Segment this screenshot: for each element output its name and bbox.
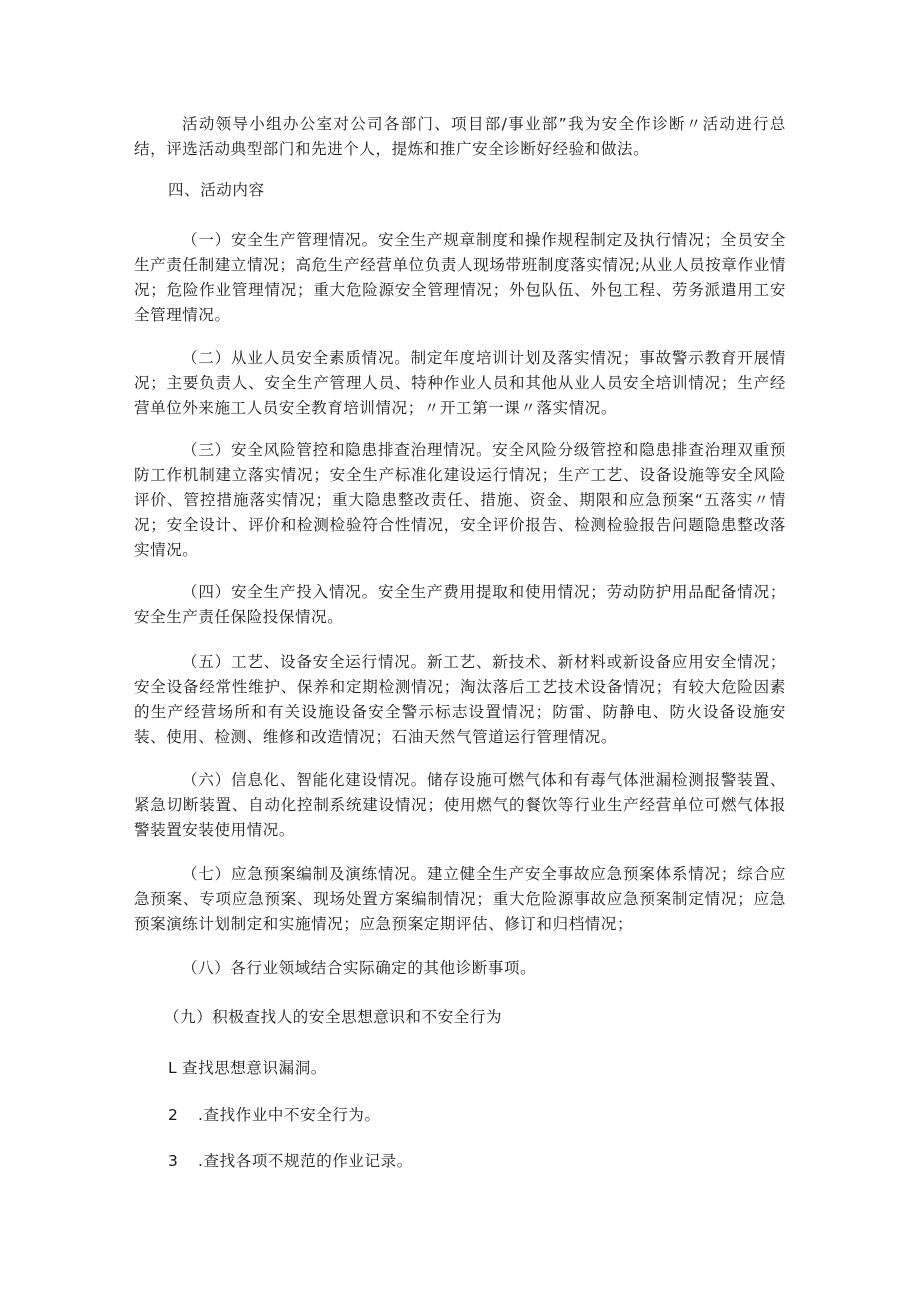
item-4: （四）安全生产投入情况。安全生产费用提取和使用情况；劳动防护用品配备情况；安全生产责任保险投保情况。: [134, 583, 786, 626]
section-heading: 四、活动内容: [168, 181, 265, 199]
sub-item-text: .查找各项不规范的作业记录。: [198, 1152, 413, 1170]
item-8: （八）各行业领域结合实际确定的其他诊断事项。: [182, 959, 537, 977]
item-1: （一）安全生产管理情况。安全生产规章制度和操作规程制定及执行情况；全员安全生产责任制建立情况；高危生产经营单位负责人现场带班制度落实情况;从业人员按章作业情况；危险作业管理情况；重大危险源安全管理情况；外包队伍、外包工程、劳务派遣用工安全管理情况。: [134, 231, 786, 324]
item-9: （九）积极查找人的安全思想意识和不安全行为: [164, 1008, 503, 1026]
item-2: （二）从业人员安全素质情况。制定年度培训计划及落实情况；事故警示教育开展情况；主要负责人、安全生产管理人员、特种作业人员和其他从业人员安全培训情况；生产经营单位外来施工人员安全教育培训情况；〃开工第一课〃落实情况。: [134, 349, 786, 417]
sub-item-number: 2: [168, 1106, 179, 1124]
sub-item-text: .查找作业中不安全行为。: [198, 1106, 381, 1124]
sub-item-3: [168, 1149, 413, 1174]
item-7: （七）应急预案编制及演练情况。建立健全生产安全事故应急预案体系情况；综合应急预案、专项应急预案、现场处置方案编制情况；重大危险源事故应急预案制定情况；应急预案演练计划制定和实施情况；应急预案定期评估、修订和归档情况；: [134, 865, 786, 933]
sub-item-number: 3: [168, 1152, 179, 1170]
intro-paragraph: 活动领导小组办公室对公司各部门、项目部/事业部”我为安全作诊断〃活动进行总结，评选活动典型部门和先进个人，提炼和推广安全诊断好经验和做法。: [134, 115, 786, 158]
sub-item-2: [168, 1103, 381, 1128]
sub-item-1: [168, 1056, 327, 1081]
item-3: （三）安全风险管控和隐患排查治理情况。安全风险分级管控和隐患排查治理双重预防工作机制建立落实情况；安全生产标准化建设运行情况；生产工艺、设备设施等安全风险评价、管控措施落实情况；重大隐患整改责任、措施、资金、期限和应急预案“五落实〃情况；安全设计、评价和检测检验符合性情况，安全评价报告、检测检验报告问题隐患整改落实情况。: [134, 441, 786, 559]
sub-item-text: 查找思想意识漏洞。: [182, 1059, 327, 1077]
sub-item-number: L: [168, 1059, 178, 1077]
item-6: （六）信息化、智能化建设情况。储存设施可燃气体和有毒气体泄漏检测报警装置、紧急切断装置、自动化控制系统建设情况；使用燃气的餐饮等行业生产经营单位可燃气体报警装置安装使用情况。: [134, 771, 786, 839]
item-5: （五）工艺、设备安全运行情况。新工艺、新技术、新材料或新设备应用安全情况；安全设备经常性维护、保养和定期检测情况；淘汰落后工艺技术设备情况；有较大危险因素的生产经营场所和有关设施设备安全警示标志设置情况；防雷、防静电、防火设备设施安装、使用、检测、维修和改造情况；石油天然气管道运行管理情况。: [134, 653, 786, 746]
